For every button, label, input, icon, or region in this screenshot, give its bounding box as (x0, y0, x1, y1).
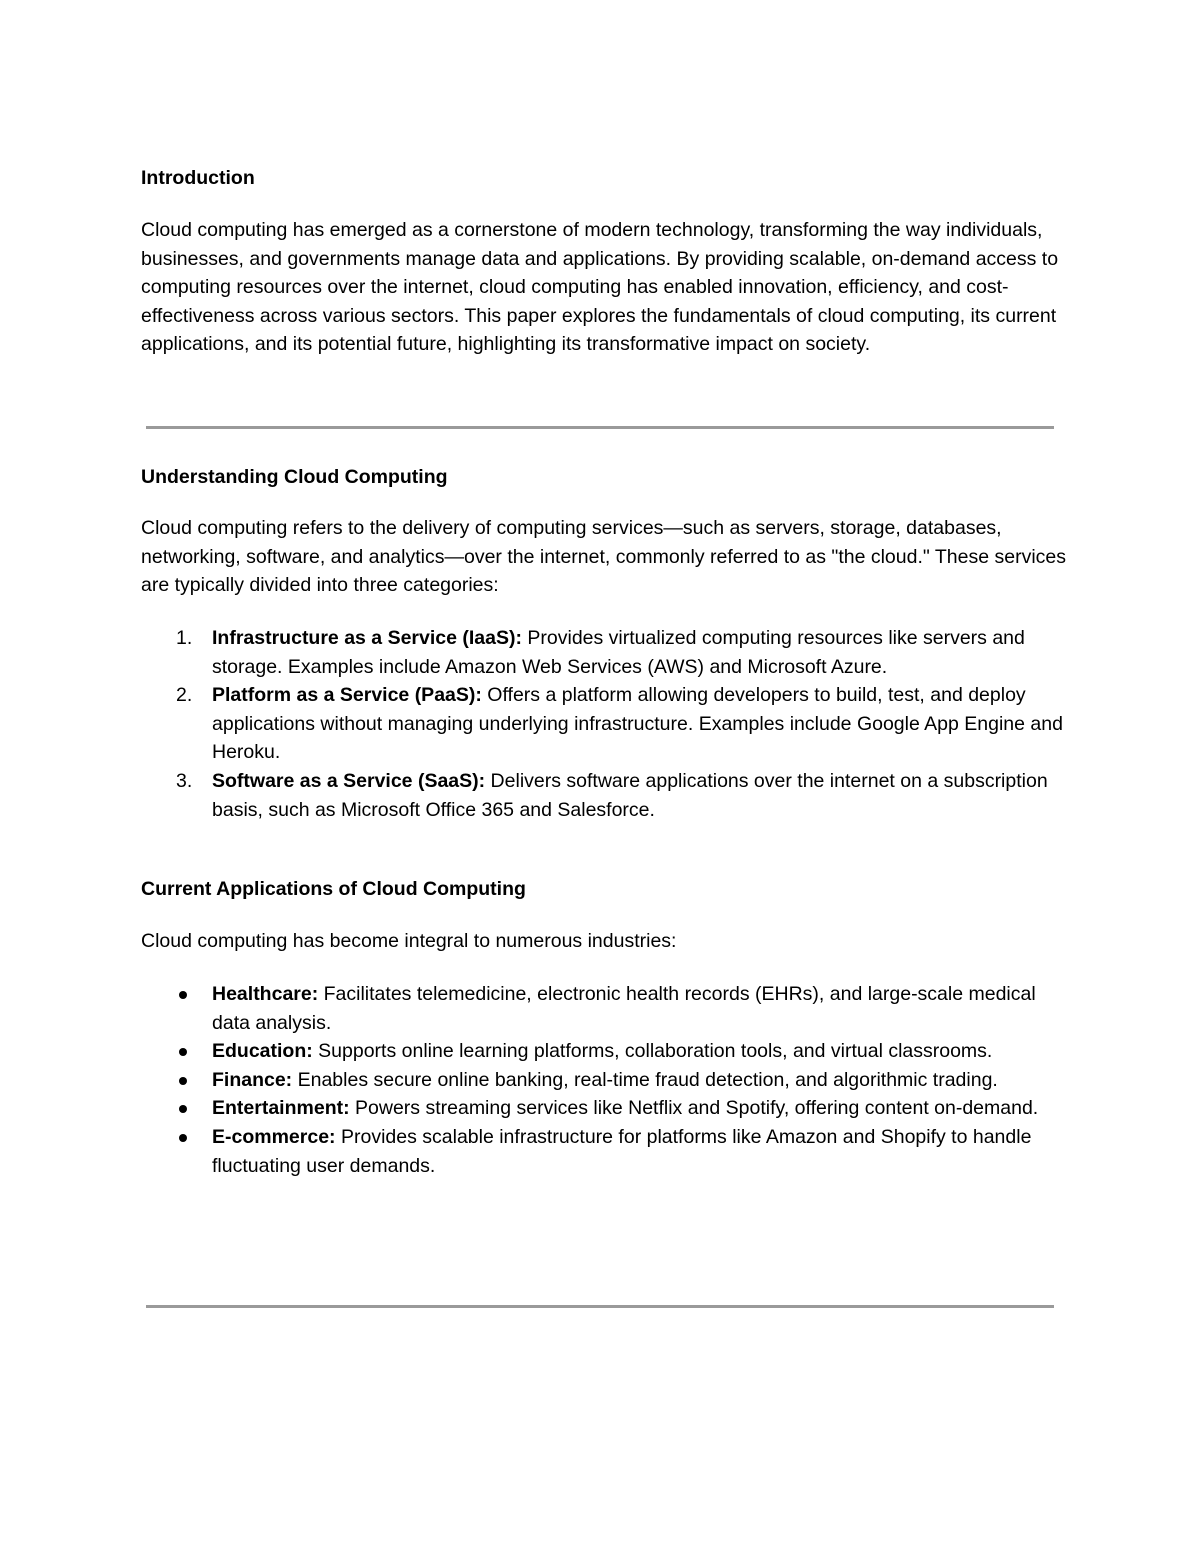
bullet-icon (179, 1134, 187, 1142)
understanding-paragraph: Cloud computing refers to the delivery of computing services—such as servers, storage, databases, networking, software, and analytics—over the internet, commonly referred to as "the cloud." These services are typically divided into three categories: (141, 517, 1067, 597)
list-item-text: Provides virtualized computing resources like servers and storage. Examples include Amazon Web Services (AWS) and Microsoft Azure. (212, 627, 1025, 678)
industries-list (141, 980, 1066, 1180)
section-divider (146, 1305, 1054, 1308)
list-item (141, 980, 1066, 1037)
bullet-icon (179, 1105, 187, 1113)
list-item-text: Facilitates telemedicine, electronic health records (EHRs), and large-scale medical data analysis. (212, 983, 1036, 1034)
list-item-text: Provides scalable infrastructure for platforms like Amazon and Shopify to handle fluctuating user demands. (212, 1125, 1032, 1177)
list-item (141, 1066, 1066, 1095)
understanding-heading: Understanding Cloud Computing (141, 466, 448, 488)
list-number: 1. (176, 627, 193, 649)
list-item (141, 624, 1066, 681)
service-models-list (141, 624, 1066, 824)
list-item-text: Delivers software applications over the internet on a subscription basis, such as Microsoft Office 365 and Salesforce. (212, 769, 1048, 821)
list-item-text: Powers streaming services like Netflix and Spotify, offering content on-demand. (349, 1097, 1039, 1120)
list-item-text: Offers a platform allowing developers to build, test, and deploy applications without managing underlying infrastructure. Examples include Google App Engine and Heroku. (212, 684, 1063, 764)
list-item-term: Software as a Service (SaaS): (212, 769, 486, 792)
list-item-term: Finance: (212, 1068, 293, 1091)
list-item-text: Enables secure online banking, real-time fraud detection, and algorithmic trading. (292, 1068, 998, 1091)
list-item-term: Education: (212, 1040, 313, 1063)
applications-paragraph: Cloud computing has become integral to numerous industries: (141, 930, 677, 952)
list-item-term: Infrastructure as a Service (IaaS): (212, 627, 522, 649)
list-item-text: Supports online learning platforms, collaboration tools, and virtual classrooms. (312, 1040, 993, 1063)
bullet-icon (179, 1048, 187, 1056)
list-item (141, 681, 1066, 767)
list-item-term: Platform as a Service (PaaS): (212, 684, 482, 707)
list-number: 2. (176, 684, 193, 707)
list-item (141, 767, 1066, 824)
bullet-icon (179, 1077, 187, 1085)
applications-heading: Current Applications of Cloud Computing (141, 878, 526, 900)
list-item-term: Healthcare: (212, 983, 319, 1005)
list-item (141, 1094, 1066, 1123)
list-item (141, 1037, 1066, 1066)
list-item-term: Entertainment: (212, 1097, 350, 1120)
list-item (141, 1123, 1066, 1180)
intro-paragraph: Cloud computing has emerged as a cornerstone of modern technology, transforming the way individuals, businesses, and governments manage data and applications. By providing scalable, on-demand access to computing resources over the internet, cloud computing has enabled innovation, efficiency, and cost-effectiveness across various sectors. This paper explores the fundamentals of cloud computing, its current applications, and its potential future, highlighting its transformative impact on society. (141, 219, 1059, 356)
list-item-term: E-commerce: (212, 1125, 336, 1148)
section-divider (146, 426, 1054, 429)
intro-heading: Introduction (141, 167, 255, 189)
bullet-icon (179, 991, 187, 999)
list-number: 3. (176, 769, 193, 792)
